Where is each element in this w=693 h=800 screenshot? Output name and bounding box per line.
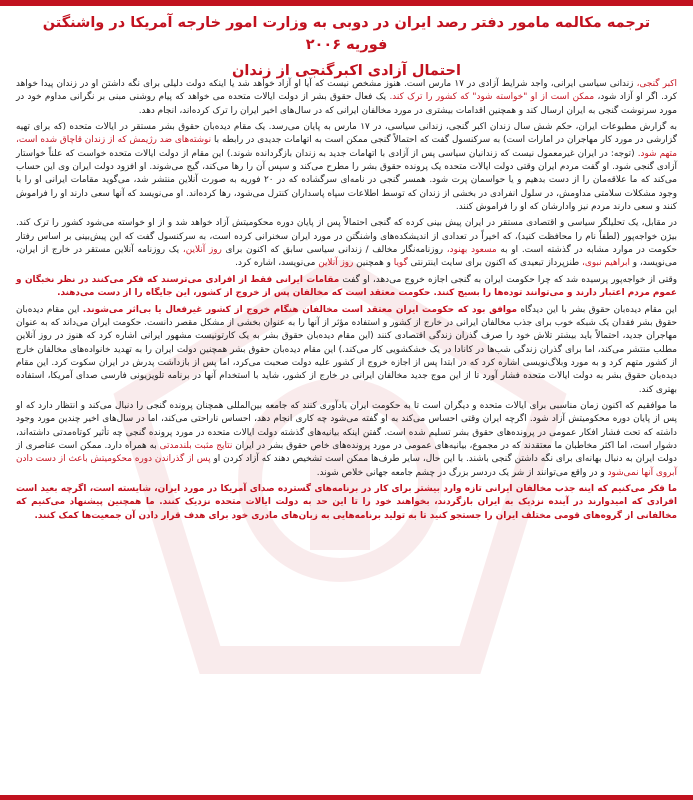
paragraph-text: در مقابل، یک تحلیلگر سیاسی و اقتصادی مستقر در ایران پیش بینی کرده که گنجی احتمالاً پس از پایان دوره محکومیتش آزاد خواهد شد و از او خواسته می‌شود کشور را ترک کند. بیژن خواجه‌پور (لطفاً نام را محافظت کنید)، که اخیراً در تعدادی از اندیشکده‌های واشنگتن در مورد ایران سخنرانی کرده است، به سرکنسول گفت که این پیش‌بینی بر اساس رفتار حکومت در موارد مشابه در گذشته است. او به: [16, 218, 677, 256]
paragraph-text: به همراه دارد. ممکن است عناصری از دولت ایران به دنبال بهانه‌ای برای نگه داشتن گنجی باشند. با این حال، سایر طرف‌ها ممکن است تشخیص دهند که آزاد کردن او: [16, 440, 677, 465]
highlighted-text: نتایج مثبت بلندمدتی: [159, 440, 233, 451]
highlighted-text: موافق بود که حکومت ایران معتقد است مخالفان هنگام خروج از کشور غیرفعال یا بی‌اثر می‌شوند.: [82, 304, 517, 315]
paragraph-text: می‌نویسد، اشاره کرد.: [235, 258, 319, 269]
bottom-red-stripe: [0, 795, 693, 800]
paragraph-text: و در واقع می‌توانند از شر یک دردسر بزرگ در چشم جامعه جهانی خلاص شوند.: [316, 467, 608, 478]
body-paragraph: [16, 274, 677, 301]
paragraph-text: وقتی از خواجه‌پور پرسیده شد که چرا حکومت ایران به گنجی اجازه خروج می‌دهد، او گفت: [339, 274, 677, 285]
body-paragraph: [16, 400, 677, 480]
body-paragraph: [16, 304, 677, 397]
document-subtitle: احتمال آزادی اکبرگنجی از زندان: [232, 63, 461, 79]
paragraph-text: زندانی سیاسی ایرانی، واجد شرایط آزادی در ۱۷ مارس است. هنوز مشخص نیست که آیا او آزاد خواهد شد یا اینکه دولت دلیلی برای نگه داشتن او در زندان پیدا خواهد کرد. اگر او آزاد شود،: [16, 79, 677, 103]
highlighted-text: ابراهیم نبوی،: [582, 258, 630, 269]
body-paragraph: [16, 78, 677, 118]
highlighted-text: مقامات ایرانی فقط از افرادی می‌ترسند که فکر می‌کنند در نظر نخبگان و عموم مردم اعتبار دارند و می‌توانند توده‌ها را بسیج کنند. حکومت معتقد است که مخالفان پس از خروج از کشور، این جایگاه را از دست می‌دهند.: [16, 274, 677, 299]
top-red-stripe: [0, 0, 693, 6]
highlighted-text: روز آنلاین،: [182, 245, 222, 256]
body-paragraph: [16, 483, 677, 523]
document-title: ترجمه مکالمه مامور دفتر رصد ایران در دوبی به وزارت امور خارجه آمریکا در واشنگتن فوریه ۲۰۰۶: [42, 15, 651, 53]
highlighted-text: اکبر گنجی،: [633, 79, 677, 89]
highlighted-text: روز آنلاین: [318, 258, 354, 269]
document-header: [20, 12, 673, 79]
highlighted-text: گویا: [393, 258, 408, 269]
body-paragraph: [16, 217, 677, 270]
document-body: [16, 78, 677, 790]
body-paragraph: [16, 121, 677, 214]
paragraph-text: طنزپرداز تبعیدی که اکنون برای سایت اینترنتی: [407, 258, 583, 269]
paragraph-text: یک روزنامه آنلاین مستقر در خارج از ایران، می‌نویسد، و: [16, 245, 677, 269]
highlighted-text: مسعود بهنود،: [446, 245, 497, 256]
paragraph-text: روزنامه‌نگار مخالف / زندانی سیاسی سابق که اکنون برای: [221, 245, 447, 256]
highlighted-text: ممکن است از او "خواسته شود" که کشور را ترک کند.: [389, 92, 595, 103]
paragraph-text: یک فعال حقوق بشر از دولت ایالات متحده می خواهد که پیام روشنی مبنی بر نگرانی مداوم خود در مورد سرنوشت گنجی به ایران ارسال کند و همچنین اقدامات بیشتری در مورد مخالفان ایرانی که در سال‌های اخیر ایران را ترک کرده‌اند، انجام دهد.: [16, 92, 677, 116]
paragraph-text: این مقام دیده‌بان حقوق بشر با این دیدگاه: [516, 304, 677, 315]
paragraph-text: ما موافقیم که اکنون زمان مناسبی برای ایالات متحده و دیگران است تا به حکومت ایران یادآوری کنند که جامعه بین‌المللی همچنان پرونده گنجی را دنبال می‌کند و انتظار دارد که او پس از پایان دوره محکومیتش آزاد شود. اگرچه ایران وقتی احساس می‌کند به او گفته می‌شود چه کاری انجام دهد، احساس ناراحتی می‌کند، اما در سال‌های اخیر چندین مورد وجود داشته که تحت فشار افکار عمومی در پرونده‌های حقوق بشر تسلیم شده است. گفتن اینکه بیانیه‌های گذشته دولت ایالات متحده در مورد پرونده گنجی چه تأثیر کوتاه‌مدتی داشته‌اند، دشوار است، اما اکثر مخاطبان ما معتقدند که در مجموع، بیانیه‌های عمومی در مورد پرونده‌های خاص حقوق بشر در ایران: [16, 400, 678, 451]
paragraph-text: (توجه: در ایران غیرمعمول نیست که زندانیان سیاسی پس از آزادی با اتهامات جدید به زندان بازگردانده شوند.) این مقام از دولت ایالات متحده خواست که علناً خواستار آزادی گنجی شود. او گفت مردم ایران وقتی دولت ایالات متحده یک پرونده حقوق بشر را مطرح می‌کند و سپس آن را رها می‌کند، گیج می‌شوند. او افزود دولت ایران وی این حساب می‌کند که ما علاقه‌مان را از دست بدهیم و یا حواسمان پرت شود. همسر گنجی در نامه‌ای سرگشاده که در ۲۰ فوریه به صورت آنلاین منتشر شد، می‌گوید مقامات ایرانی او را با وجود مشکلات سلامتی مداومش، در سلول انفرادی در بخشی از زندان که توسط اطلاعات سپاه پاسداران کنترل می‌شود، رها کرده‌اند. او می‌نویسد که آنها سعی دارند او را فراموش کنند و سعی دارند مردم نیز وادارشان که او را فراموش کنند.: [16, 148, 677, 213]
paragraph-text: به گزارش مطبوعات ایران، حکم شش سال زندان اکبر گنجی، زندانی سیاسی، در ۱۷ مارس به پایان می‌رسد. یک مقام دیده‌بان حقوق بشر مستقر در ایالات متحده (که برای تهیه گزارشی در مورد کار مهاجران در امارات است) به سرکنسول گفت که احتمالاً گنجی ممکن است به اتهامات جدیدی در رابطه با: [16, 122, 678, 146]
paragraph-text: و همچنین: [353, 258, 394, 269]
highlighted-text: پس از گذراندن دوره محکومیتش باعث از دست دادن آبروی آنها نمی‌شود: [16, 454, 677, 478]
paragraph-text: این مقام دیده‌بان حقوق بشر فقدان یک شبکه خوب برای جذب مخالفان ایرانی در خارج از کشور و استفاده مؤثر از آنها را به عنوان بخشی از مشکل مقصر دانست. حکومت ایران می‌داند که به عنوان مهاجران جدید، احتمالاً باید بیشتر تلاش خود را صرف گذران زندگی اقتصادی کنند (این مقام دیده‌بان حقوق بشر به یک کارتونیست مشهور ایرانی اشاره کرد که هنوز در روز آنلاین مطلب منتشر می‌کند، اما برای گذران زندگی شب‌ها در کانادا در یک خشکشویی کار می‌کند.) این مقام دیده‌بان حقوق بشر همچنین دولت ایران را به تهدید خانواده‌های مخالفان خارج از کشور متهم کرد و به مورد وبلاگ‌نویسی اشاره کرد که در ابتدا پس از اجازه خروج از کشور علیه دولت صحبت می‌کرد، اما پس از بازداشت پدرش در ایران سکوت کرد. این مقام دیده‌بان حقوق بشر به دولت ایالات متحده فشار آورد تا از این موج جدید مخالفان ایرانی در خارج از کشور، شاید با استخدام آنها در برنامه تلویزیونی فارسی صدای آمریکا، استفاده بهتری کند.: [16, 304, 677, 395]
highlighted-text: نوشته‌های ضد رژیمش که از زندان قاچاق شده است، متهم شود.: [16, 135, 677, 159]
highlighted-text: ما فکر می‌کنیم که اینه جذب مخالفان ایرانی تازه وارد بیشتر برای کار در برنامه‌های گسترده صدای آمریکا در مورد ایران، شایسته است، اگرچه بعید است افرادی که امیدوارند در آینده نزدیک به ایران بازگردند، بخواهند خود را تا این حد به دولت ایالات متحده نزدیک کنند. ما همچنین پیشنهاد می‌کنیم که مخالفانی از گروه‌های قومی مختلف ایران را جستجو کنید تا به تولید برنامه‌هایی به زبان‌های مادری خود برای هدف قرار دادن آن جمعیت‌ها کمک کنند.: [16, 483, 677, 521]
